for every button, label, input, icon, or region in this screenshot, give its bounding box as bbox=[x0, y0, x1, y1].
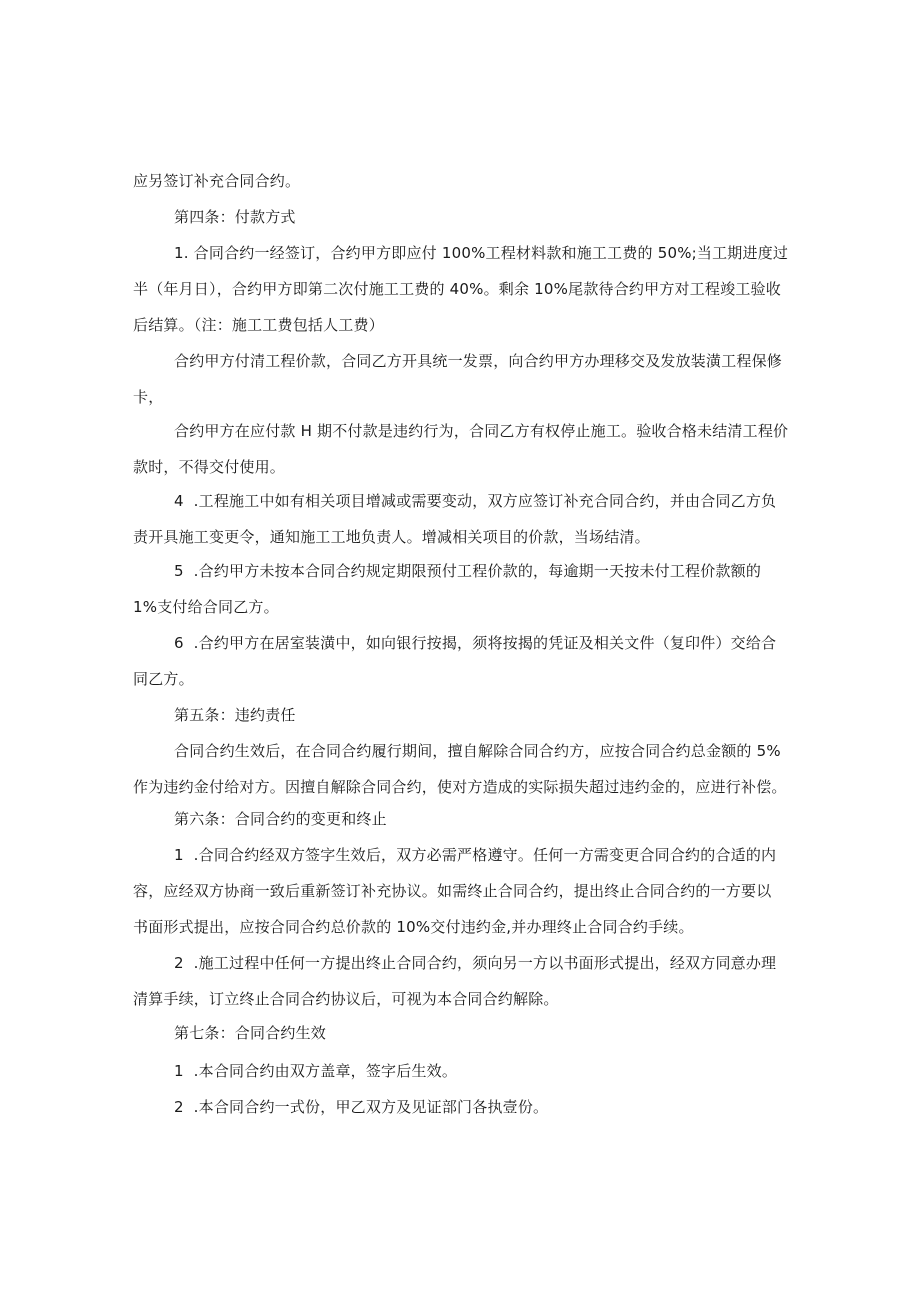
paragraph-change-1 bbox=[133, 837, 793, 945]
article-title: 第七条：合同合约生效 bbox=[174, 1024, 327, 1042]
paragraph-effect-1 bbox=[133, 1053, 793, 1089]
text-line: 2 .施工过程中任何一方提出终止合同合约，须向另一方以书面形式提出，经双方同意办理 bbox=[174, 954, 777, 972]
text-line: 1. 合同合约一经签订，合约甲方即应付 100%工程材料款和施工工费的 50%;当工期进度过 bbox=[174, 244, 789, 262]
text-line: 合同合约生效后，在合同合约履行期间，擅自解除合同合约方，应按合同合约总金额的 5% bbox=[174, 742, 781, 760]
text-line: 后结算。（注：施工工费包括人工费） bbox=[133, 316, 384, 334]
article-title: 第四条：付款方式 bbox=[174, 208, 296, 226]
text-line: 1%支付给合同乙方。 bbox=[133, 598, 279, 616]
article-7-heading bbox=[133, 1015, 793, 1051]
text-line: 1 .合同合约经双方签字生效后，双方必需严格遵守。任何一方需变更合同合约的合适的内 bbox=[174, 846, 777, 864]
paragraph-payment-2 bbox=[133, 343, 793, 415]
text-line: 作为违约金付给对方。因擅自解除合同合约，使对方造成的实际损失超过违约金的，应进行补偿。 bbox=[133, 778, 787, 796]
paragraph-continuation bbox=[133, 163, 793, 199]
text-line: 合约甲方在应付款 H 期不付款是违约行为，合同乙方有权停止施工。验收合格未结清工程价 bbox=[174, 422, 789, 440]
article-title: 第五条：违约责任 bbox=[174, 706, 296, 724]
article-4-heading bbox=[133, 199, 793, 235]
text-line: 容，应经双方协商一致后重新签订补充协议。如需终止合同合约，提出终止合同合约的一方要以 bbox=[133, 882, 772, 900]
paragraph-change-2 bbox=[133, 945, 793, 1017]
text-line: 1 .本合同合约由双方盖章，签字后生效。 bbox=[174, 1062, 458, 1080]
paragraph-effect-2 bbox=[133, 1089, 793, 1125]
text-line: 同乙方。 bbox=[133, 670, 194, 688]
paragraph-payment-6 bbox=[133, 625, 793, 697]
text-line: 款时，不得交付使用。 bbox=[133, 458, 286, 476]
article-title: 第六条：合同合约的变更和终止 bbox=[174, 810, 387, 828]
text-line: 合约甲方付清工程价款，合同乙方开具统一发票，向合约甲方办理移交及发放装潢工程保修 bbox=[174, 352, 783, 370]
text-line: 半（年月日），合约甲方即第二次付施工工费的 40%。剩余 10%尾款待合约甲方对工程竣工验收 bbox=[133, 280, 781, 298]
paragraph-breach bbox=[133, 733, 793, 805]
text-line: 4 .工程施工中如有相关项目增减或需要变动，双方应签订补充合同合约，并由合同乙方负 bbox=[174, 492, 777, 510]
paragraph-payment-4 bbox=[133, 483, 793, 555]
text-line: 责开具施工变更令，通知施工工地负责人。增减相关项目的价款，当场结清。 bbox=[133, 528, 650, 546]
paragraph-payment-1 bbox=[133, 235, 793, 343]
text-line: 书面形式提出，应按合同合约总价款的 10%交付违约金,并办理终止合同合约手续。 bbox=[133, 918, 694, 936]
text-line: 清算手续，订立终止合同合约协议后，可视为本合同合约解除。 bbox=[133, 990, 559, 1008]
text-line: 2 .本合同合约一式份，甲乙双方及见证部门各执壹份。 bbox=[174, 1098, 549, 1116]
paragraph-payment-5 bbox=[133, 553, 793, 625]
paragraph-payment-3 bbox=[133, 413, 793, 485]
article-6-heading bbox=[133, 801, 793, 837]
article-5-heading bbox=[133, 697, 793, 733]
text-line: 卡， bbox=[133, 388, 164, 406]
text-line: 5 .合约甲方未按本合同合约规定期限预付工程价款的，每逾期一天按未付工程价款额的 bbox=[174, 562, 762, 580]
text-line: 6 .合约甲方在居室装潢中，如向银行按揭，须将按揭的凭证及相关文件（复印件）交给合 bbox=[174, 634, 777, 652]
text-line: 应另签订补充合同合约。 bbox=[133, 172, 301, 190]
